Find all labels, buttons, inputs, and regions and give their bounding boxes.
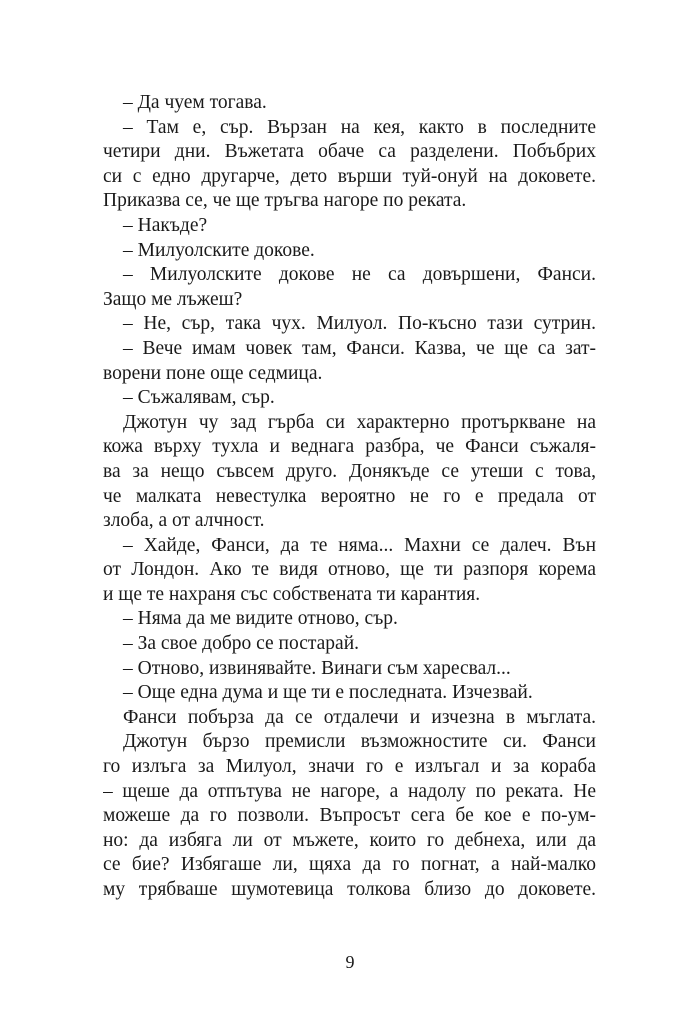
text-line: и ще те нахраня със собствената ти карантия. [103, 583, 481, 605]
text-line: – Още една дума и ще ти е последната. Изчезвай. [123, 682, 533, 704]
text-line: – Вече имам човек там, Фанси. Казва, че ще са зат- [123, 337, 596, 359]
text-line: ва за нещо съвсем друго. Донякъде се утеши с това, [103, 460, 596, 482]
text-line: Джотун бързо премисли възможностите си. Фанси [123, 731, 596, 753]
text-line: кожа върху тухла и веднага разбра, че Фанси съжаля- [103, 436, 596, 458]
body-text [103, 91, 700, 903]
text-line: – Накъде? [123, 214, 208, 236]
text-line: – Там е, сър. Вързан на кея, както в последните [123, 116, 596, 138]
text-line: – Милуолските докове. [123, 239, 315, 261]
text-line: – Няма да ме видите отново, сър. [123, 608, 398, 630]
text-line: четири дни. Въжетата обаче са разделени. Побъбрих [103, 141, 596, 163]
text-line: – Съжалявам, сър. [123, 387, 275, 409]
text-line: се бие? Избягаше ли, щяха да го погнат, а най-малко [103, 854, 596, 876]
text-line: ворени поне още седмица. [103, 362, 323, 384]
page-number: 9 [345, 952, 355, 972]
text-line: го излъга за Милуол, значи го е излъгал и за кораба [103, 756, 596, 778]
text-line: – За свое добро се постарай. [123, 633, 360, 655]
text-line: но: да избяга ли от мъжете, които го дебнеха, или да [103, 829, 596, 851]
text-line: – Хайде, Фанси, да те няма... Махни се далеч. Вън [123, 534, 596, 556]
text-line: – Да чуем тогава. [123, 92, 267, 113]
text-line: Защо ме лъжеш? [103, 288, 243, 310]
text-line: си с едно другарче, дето върши туй-онуй на доковете. [103, 165, 596, 187]
text-line: че малката невестулка вероятно не го е предала от [103, 485, 596, 507]
text-line: Фанси побърза да се отдалечи и изчезна в мъглата. [123, 706, 596, 728]
text-line: – Отново, извинявайте. Винаги съм харесвал... [123, 657, 511, 679]
text-line: – щеше да отпътува не нагоре, а надолу по реката. Не [103, 780, 596, 802]
text-line: – Милуолските докове не са довършени, Фанси. [123, 264, 596, 286]
text-line: Джотун чу зад гърба си характерно протъркване на [123, 411, 596, 433]
text-line: – Не, сър, така чух. Милуол. По-късно тази сутрин. [123, 313, 596, 335]
text-line: от Лондон. Ако те видя отново, ще ти разпоря корема [103, 559, 596, 581]
text-line: можеше да го позволи. Въпросът сега бе кое е по-ум- [103, 805, 596, 827]
text-line: злоба, а от алчност. [103, 510, 265, 532]
text-line: му трябваше шумотевица толкова близо до доковете. [103, 879, 596, 900]
text-line: Приказва се, че ще тръгва нагоре по реката. [103, 190, 467, 212]
